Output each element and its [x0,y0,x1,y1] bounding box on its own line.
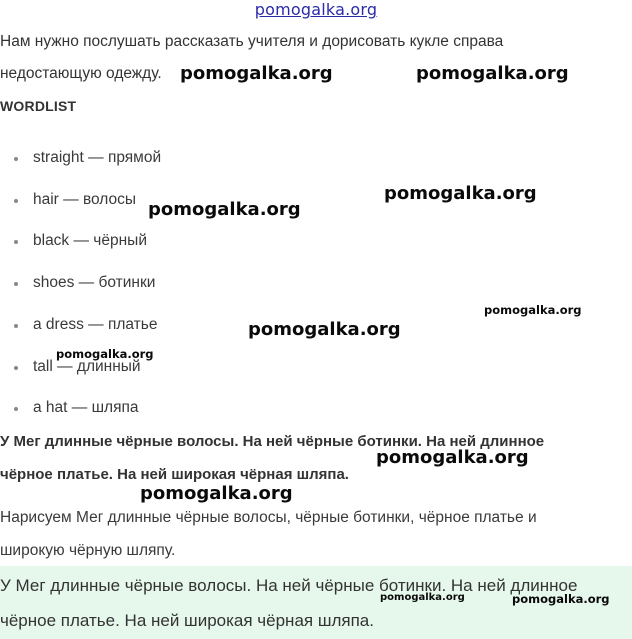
bullet-icon [14,199,18,203]
bold-text-line-1: У Мег длинные чёрные волосы. На ней чёрные ботинки. На ней длинное [0,433,545,450]
watermark: pomogalka.org [248,319,401,340]
bold-text-line-2: чёрное платье. На ней широкая чёрная шляпа. [0,466,349,483]
list-item-text: a dress — платье [33,316,158,333]
watermark: pomogalka.org [484,303,582,317]
bullet-icon [14,324,18,328]
intro-line-2: недостающую одежду. [0,65,162,82]
watermark: pomogalka.org [148,199,301,220]
intro-line-1: Нам нужно послушать рассказать учителя и дорисовать кукле справа [0,33,504,50]
bullet-icon [14,157,18,161]
bullet-icon [14,366,18,370]
list-item-text: a hat — шляпа [33,399,139,416]
bullet-icon [14,407,18,411]
list-item-text: tall — длинный [33,358,141,375]
top-watermark: pomogalka.org [254,0,378,19]
instruction-line-1: Нарисуем Мег длинные чёрные волосы, чёрные ботинки, чёрное платье и [0,509,537,526]
watermark: pomogalka.org [380,592,465,603]
watermark: pomogalka.org [180,63,333,84]
wordlist-heading: WORDLIST [0,98,77,114]
bullet-icon [14,282,18,286]
list-item-text: hair — волосы [33,191,137,208]
list-item-text: shoes — ботинки [33,274,156,291]
instruction-line-2: широкую чёрную шляпу. [0,542,176,559]
watermark: pomogalka.org [376,447,529,468]
answer-line-2: чёрное платье. На ней широкая чёрная шляпа. [0,611,374,630]
bullet-icon [14,240,18,244]
watermark: pomogalka.org [384,183,537,204]
watermark: pomogalka.org [140,483,293,504]
watermark: pomogalka.org [512,592,610,606]
watermark: pomogalka.org [416,63,569,84]
watermark: pomogalka.org [56,347,154,361]
answer-line-1: У Мег длинные чёрные волосы. На ней чёрные ботинки. На ней длинное [0,576,578,595]
list-item-text: black — чёрный [33,232,147,249]
list-item-text: straight — прямой [33,149,162,166]
